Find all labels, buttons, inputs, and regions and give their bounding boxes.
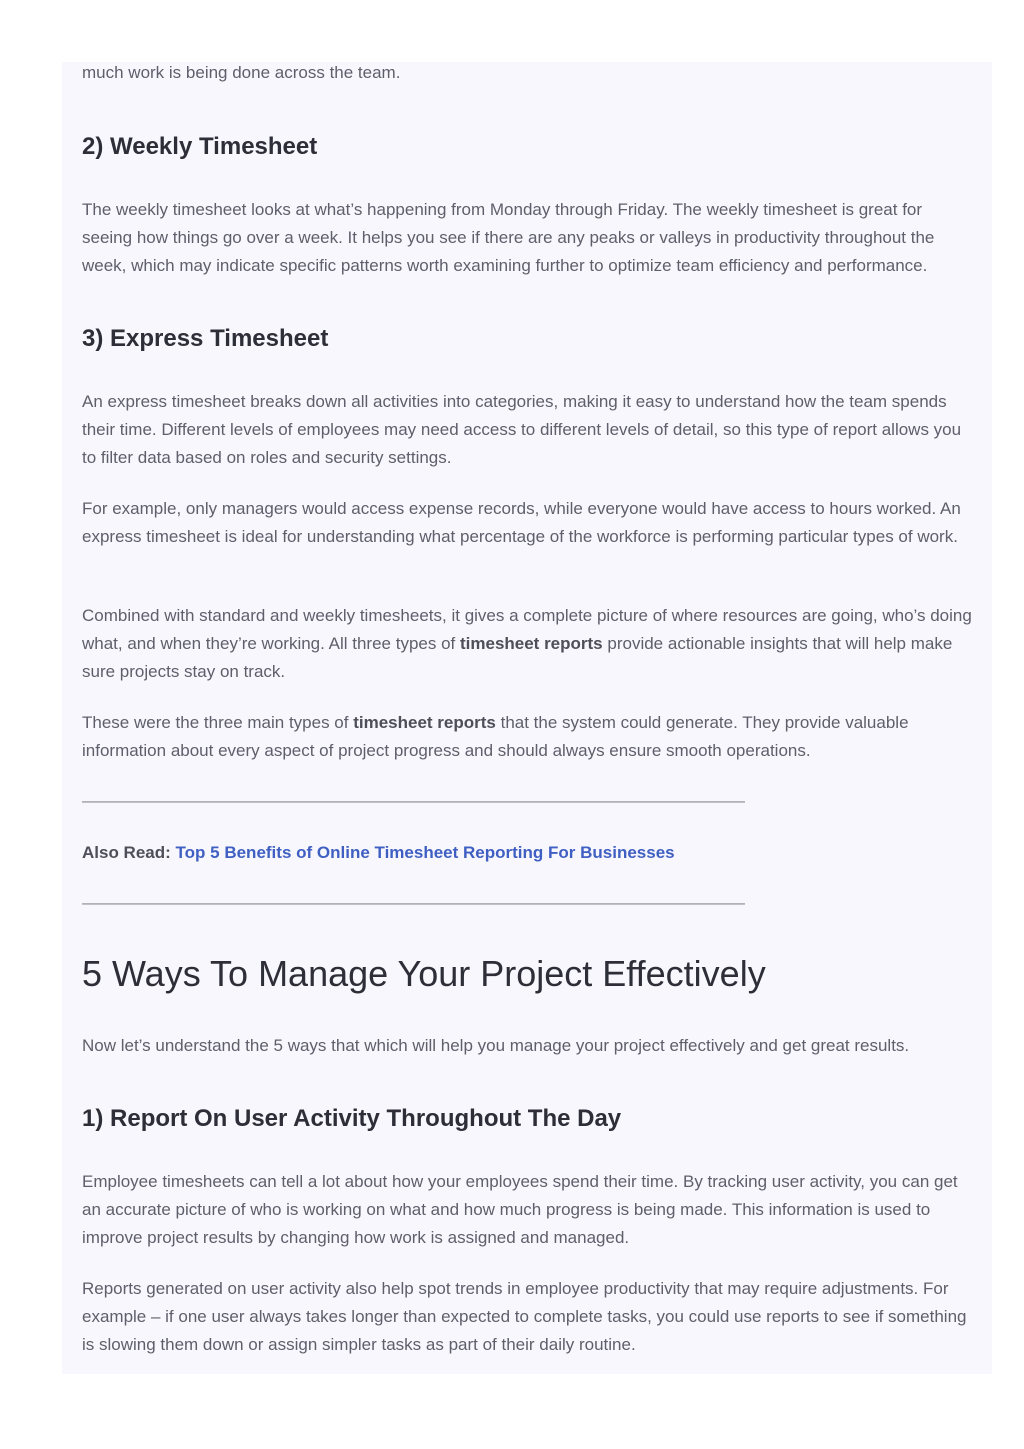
express-p4-text-end: that the system could generate. They provide valuable information about every aspect of project progress and should always ensure smooth operations. (82, 713, 909, 760)
also-read-line (82, 839, 972, 867)
intro-tail-paragraph: much work is being done across the team. (82, 63, 401, 82)
article-content (62, 62, 992, 1374)
user-activity-paragraph-2: Reports generated on user activity also help spot trends in employee productivity that may require adjustments. For example – if one user always takes longer than expected to complete tasks, you could use reports to see if something is slowing them down or assign simpler tasks as part of their daily routine. (82, 1279, 967, 1354)
weekly-timesheet-paragraph: The weekly timesheet looks at what’s happening from Monday through Friday. The weekly timesheet is great for seeing how things go over a week. It helps you see if there are any peaks or valleys in productivity throughout the week, which may indicate specific patterns worth examining further to optimize team efficiency and performance. (82, 200, 935, 275)
divider-top: ——————————————————————————————————————— (82, 791, 745, 810)
express-paragraph-4 (82, 709, 972, 765)
5-ways-intro-paragraph: Now let’s understand the 5 ways that which will help you manage your project effectively and get great results. (82, 1036, 910, 1055)
express-paragraph-3 (82, 602, 972, 686)
also-read-link[interactable]: Top 5 Benefits of Online Timesheet Reporting For Businesses (175, 843, 675, 862)
express-p4-bold-term: timesheet reports (353, 713, 496, 732)
express-p3-text-start: Combined with standard and weekly timesheets, it gives a complete picture of where resources are going, who’s doing what, and when they’re working. All three types of (82, 606, 972, 653)
also-read-label: Also Read: (82, 843, 176, 862)
express-paragraph-2: For example, only managers would access expense records, while everyone would have access to hours worked. An express timesheet is ideal for understanding what percentage of the workforce is performing particular types of work. (82, 499, 961, 546)
express-p3-bold-term: timesheet reports (459, 634, 603, 653)
divider-bottom: ——————————————————————————————————————— (82, 893, 745, 912)
express-p4-text-start: These were the three main types of (82, 713, 354, 732)
heading-express-timesheet: 3) Express Timesheet (82, 325, 329, 352)
heading-report-user-activity: 1) Report On User Activity Throughout The Day (82, 1105, 622, 1132)
heading-5-ways: 5 Ways To Manage Your Project Effectively (82, 953, 766, 994)
express-paragraph-1: An express timesheet breaks down all activities into categories, making it easy to understand how the team spends their time. Different levels of employees may need access to different levels of detail, so this type of report allows you to filter data based on roles and security settings. (82, 392, 962, 467)
user-activity-paragraph-1: Employee timesheets can tell a lot about how your employees spend their time. By tracking user activity, you can get an accurate picture of who is working on what and how much progress is being made. This information is used to improve project results by changing how work is assigned and managed. (82, 1172, 958, 1247)
heading-weekly-timesheet: 2) Weekly Timesheet (82, 133, 318, 160)
express-p3-text-end: provide actionable insights that will help make sure projects stay on track. (82, 634, 953, 681)
